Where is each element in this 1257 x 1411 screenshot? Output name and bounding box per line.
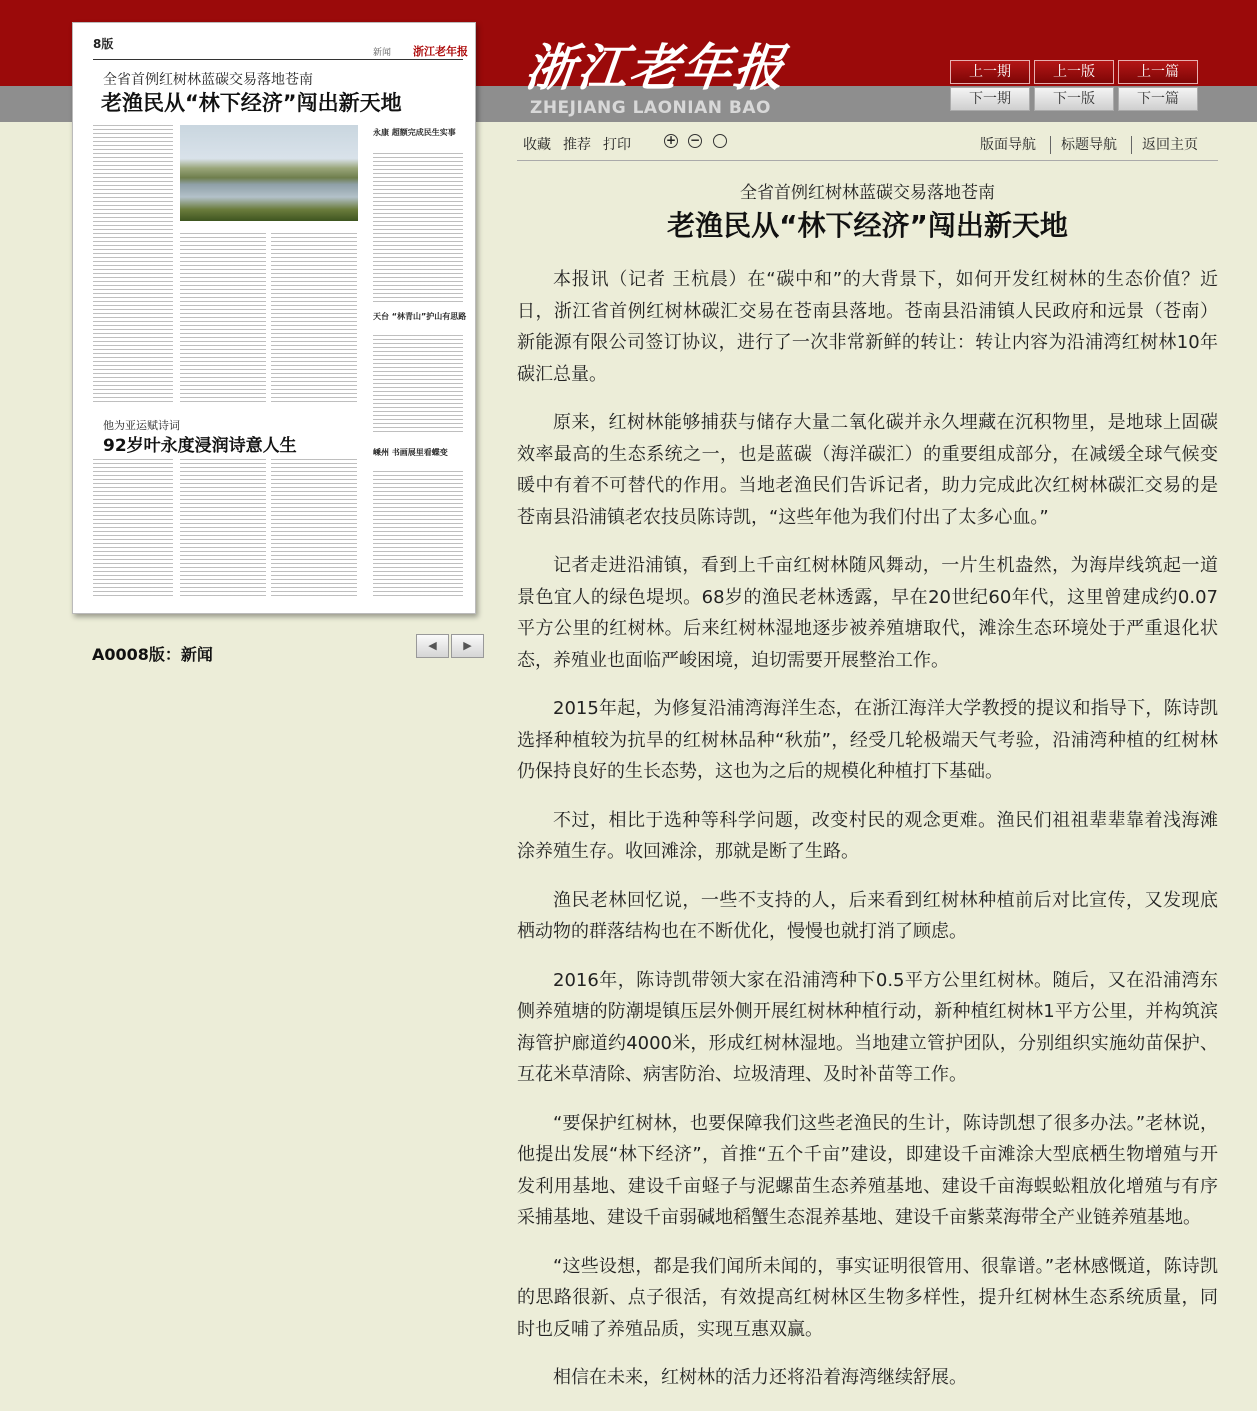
page-pager: [416, 634, 484, 658]
thumb-text-column: [271, 459, 357, 599]
thumb-section: 新闻: [373, 48, 392, 58]
article-paragraph: 2015年起，为修复沿浦湾海洋生态，在浙江海洋大学教授的提议和指导下，陈诗凯选择种植较为抗旱的红树林品种“秋茄”，经受几轮极端天气考验，沿浦湾种植的红树林仍保持良好的生长态势，这也为之后的规模化种植打下基础。: [517, 698, 1218, 782]
thumb-mangrove-photo: [180, 125, 358, 221]
thumb-text-column: [373, 153, 463, 303]
next-page-button[interactable]: 下一版: [1034, 87, 1114, 111]
print-link[interactable]: 打印: [603, 137, 631, 153]
zoom-out-icon[interactable]: −: [689, 133, 701, 147]
thumb-second-title[interactable]: 92岁叶永度浸润诗意人生: [103, 436, 297, 456]
thumb-text-column: [180, 459, 266, 599]
home-link[interactable]: 返回主页: [1142, 137, 1198, 153]
thumb-side-headline-1[interactable]: 永康 超额完成民生实事: [373, 128, 456, 137]
zoom-in-icon[interactable]: +: [665, 133, 677, 147]
pager-next-button[interactable]: ▶: [451, 634, 484, 658]
thumb-text-column: [93, 125, 173, 405]
thumb-logo: 浙江老年报: [413, 45, 468, 58]
next-issue-button[interactable]: 下一期: [950, 87, 1030, 111]
article-paragraph: “要保护红树林，也要保障我们这些老渔民的生计，陈诗凯想了很多办法。”老林说，他提出发展“林下经济”，首推“五个千亩”建设，即建设千亩滩涂大型底栖生物增殖与开发利用基地、建设千亩蛏子与泥螺苗生态养殖基地、建设千亩海蜈蚣粗放化增殖与有序采捕基地、建设千亩弱碱地稻蟹生态混养基地、建设千亩紫菜海带全产业链养殖基地。: [517, 1112, 1218, 1228]
masthead-logo[interactable]: [520, 28, 850, 122]
favorite-link[interactable]: 收藏: [523, 137, 551, 153]
article-paragraph: 渔民老林回忆说，一些不支持的人，后来看到红树林种植前后对比宣传，又发现底栖动物的群落结构也在不断优化，慢慢也就打消了顾虑。: [517, 889, 1218, 942]
article-paragraph: 相信在未来，红树林的活力还将沿着海湾继续舒展。: [553, 1367, 967, 1388]
thumb-page-number: 8版: [93, 37, 114, 51]
thumb-text-column: [93, 459, 173, 599]
page-thumbnail[interactable]: [72, 22, 476, 614]
toolbar-separator: [1131, 136, 1132, 154]
article-paragraph: “这些设想，都是我们闻所未闻的，事实证明很管用、很靠谱。”老林感慨道，陈诗凯的思路很新、点子很活，有效提高红树林区生物多样性，提升红树林生态系统质量，同时也反哺了养殖品质，实现互惠双赢。: [517, 1255, 1218, 1340]
thumb-divider: [93, 59, 463, 60]
thumb-side-headline-2[interactable]: 天台 “林青山”护山有思路: [373, 312, 467, 321]
toolbar-separator: [1050, 136, 1051, 154]
page-label: A0008版：新闻: [92, 645, 213, 664]
thumb-lead-subtitle[interactable]: 全省首例红树林蓝碳交易落地苍南: [103, 72, 313, 88]
article-body: [517, 264, 1218, 1411]
thumb-second-subtitle[interactable]: 他为亚运赋诗词: [103, 419, 180, 432]
article-paragraph: 不过，相比于选种等科学问题，改变村民的观念更难。渔民们祖祖辈辈靠着浅海滩涂养殖生存。收回滩涂，那就是断了生路。: [517, 809, 1218, 862]
next-article-button[interactable]: 下一篇: [1118, 87, 1198, 111]
prev-article-button[interactable]: 上一篇: [1118, 60, 1198, 84]
zoom-reset-icon[interactable]: [713, 134, 727, 148]
recommend-link[interactable]: 推荐: [563, 137, 591, 153]
masthead-name-en: ZHEJIANG LAONIAN BAO: [530, 98, 771, 118]
issue-navigation: [950, 60, 1200, 112]
article-toolbar: [517, 130, 1218, 161]
article-subtitle: 全省首例红树林蓝碳交易落地苍南: [740, 183, 995, 203]
prev-page-button[interactable]: 上一版: [1034, 60, 1114, 84]
page-nav-link[interactable]: 版面导航: [980, 137, 1036, 153]
pager-prev-button[interactable]: ◀: [416, 634, 449, 658]
thumb-text-column: [373, 335, 463, 435]
article-paragraph: 2016年，陈诗凯带领大家在沿浦湾种下0.5平方公里红树林。随后，又在沿浦湾东侧养殖塘的防潮堤镇压层外侧开展红树林种植行动，新种植红树林1平方公里，并构筑滨海管护廊道约4000米，形成红树林湿地。当地建立管护团队，分别组织实施幼苗保护、互花米草清除、病害防治、垃圾清理、及时补苗等工作。: [517, 969, 1218, 1085]
thumb-text-column: [271, 233, 357, 405]
article-paragraph: 原来，红树林能够捕获与储存大量二氧化碳并永久埋藏在沉积物里，是地球上固碳效率最高的生态系统之一，也是蓝碳（海洋碳汇）的重要组成部分，在减缓全球气候变暖中有着不可替代的作用。当地老渔民们告诉记者，助力完成此次红树林碳汇交易的是苍南县沿浦镇老农技员陈诗凯，“这些年他为我们付出了太多心血。”: [517, 412, 1218, 528]
thumb-text-column: [373, 471, 463, 599]
title-nav-link[interactable]: 标题导航: [1061, 137, 1117, 153]
thumb-side-headline-3[interactable]: 嵊州 书画展里看蝶变: [373, 448, 448, 457]
article-paragraph: 记者走进沿浦镇，看到上千亩红树林随风舞动，一片生机盎然，为海岸线筑起一道景色宜人的绿色堤坝。68岁的渔民老林透露，早在20世纪60年代，这里曾建成约0.07平方公里的红树林。后来红树林湿地逐步被养殖塘取代，滩涂生态环境处于严重退化状态，养殖业也面临严峻困境，迫切需要开展整治工作。: [517, 555, 1218, 671]
thumb-lead-title[interactable]: 老渔民从“林下经济”闯出新天地: [101, 91, 402, 115]
thumb-text-column: [180, 233, 266, 405]
article-paragraph: 本报讯（记者 王杭晨）在“碳中和”的大背景下，如何开发红树林的生态价值？近日，浙江省首例红树林碳汇交易在苍南县落地。苍南县沿浦镇人民政府和远景（苍南）新能源有限公司签订协议，进行了一次非常新鲜的转让：转让内容为沿浦湾红树林10年碳汇总量。: [517, 269, 1218, 385]
article-title: 老渔民从“林下经济”闯出新天地: [667, 209, 1068, 242]
prev-issue-button[interactable]: 上一期: [950, 60, 1030, 84]
masthead-name-cn: 浙江老年报: [522, 38, 789, 97]
